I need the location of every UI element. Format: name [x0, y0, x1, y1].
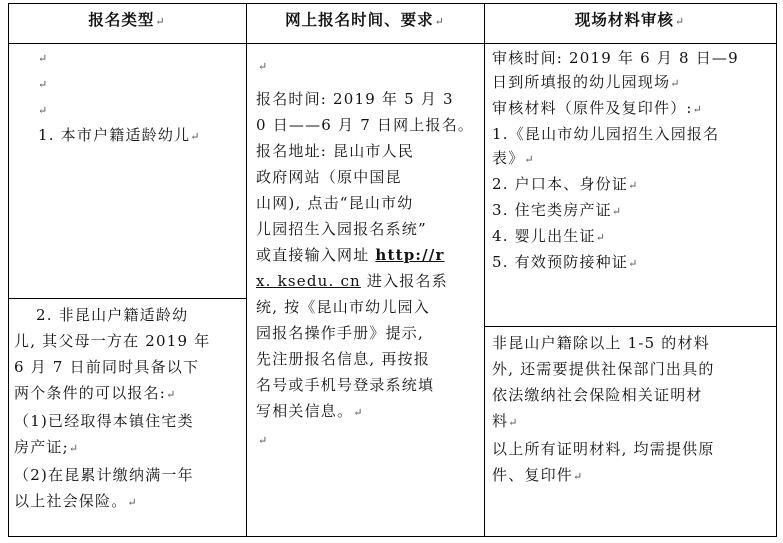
table-left-border [8, 3, 9, 537]
header-bottom-border [8, 43, 776, 44]
table-bottom-border [8, 536, 776, 537]
col-divider-2 [484, 3, 485, 537]
non-local-child-category: 2. 非昆山户籍适龄幼 儿, 其父母一方在 2019 年 6 月 7 日前同时具备以下 两个条件的可以报名:↵ （1)已经取得本镇住宅类 房产证;↵ （2)在昆累计缴纳满一年 以上社会保险。↵ [14, 306, 211, 510]
col3-row-divider [484, 326, 776, 327]
local-child-category: 1. 本市户籍适龄幼儿↵ [38, 126, 201, 144]
registration-url-link[interactable]: http://r [375, 246, 445, 264]
col-divider-1 [246, 3, 247, 537]
paragraph-mark: ↵ [38, 78, 48, 91]
paragraph-mark: ↵ [258, 60, 268, 73]
paragraph-mark: ↵ [38, 104, 48, 117]
table-top-border [8, 3, 776, 4]
online-registration-details: 报名时间: 2019 年 5 月 3 0 日——6 月 7 日网上报名。 报名地址: 昆山市人民 政府网站（原中国昆 山网), 点击“昆山市幼 儿园招生入园报名系统” 或直接输入网址 http://r x. ksedu. cn 进入报名系 统, 按《昆山市幼儿园入 园报名操作手册》提示, 先注册报名信息, 再按报 名号或手机号登录系统填 写相关信息。↵ [256, 90, 475, 420]
onsite-review-materials: 审核时间: 2019 年 6 月 8 日—9 日到所填报的幼儿园现场↵ 审核材料（原件及复印件）:↵ 1.《昆山市幼儿园招生入园报名 表》↵ 2. 户口本、身份证↵ 3. 住宅类房产证↵ 4. 婴儿出生证↵ 5. 有效预防接种证↵ [492, 49, 739, 271]
col1-row-divider [8, 298, 246, 299]
non-local-extra-materials: 非昆山户籍除以上 1-5 的材料 外, 还需要提供社保部门出具的 依法缴纳社会保险相关证明材 料↵ 以上所有证明材料, 均需提供原 件、复印件↵ [492, 334, 715, 484]
header-onsite-review: 现场材料审核↵ [574, 10, 686, 29]
header-online-registration: 网上报名时间、要求↵ [285, 10, 445, 29]
header-registration-type: 报名类型↵ [88, 10, 166, 29]
table-right-border [776, 3, 777, 537]
paragraph-mark: ↵ [38, 52, 48, 65]
paragraph-mark: ↵ [258, 434, 268, 447]
registration-url-continued[interactable]: x. ksedu. cn [256, 272, 361, 290]
